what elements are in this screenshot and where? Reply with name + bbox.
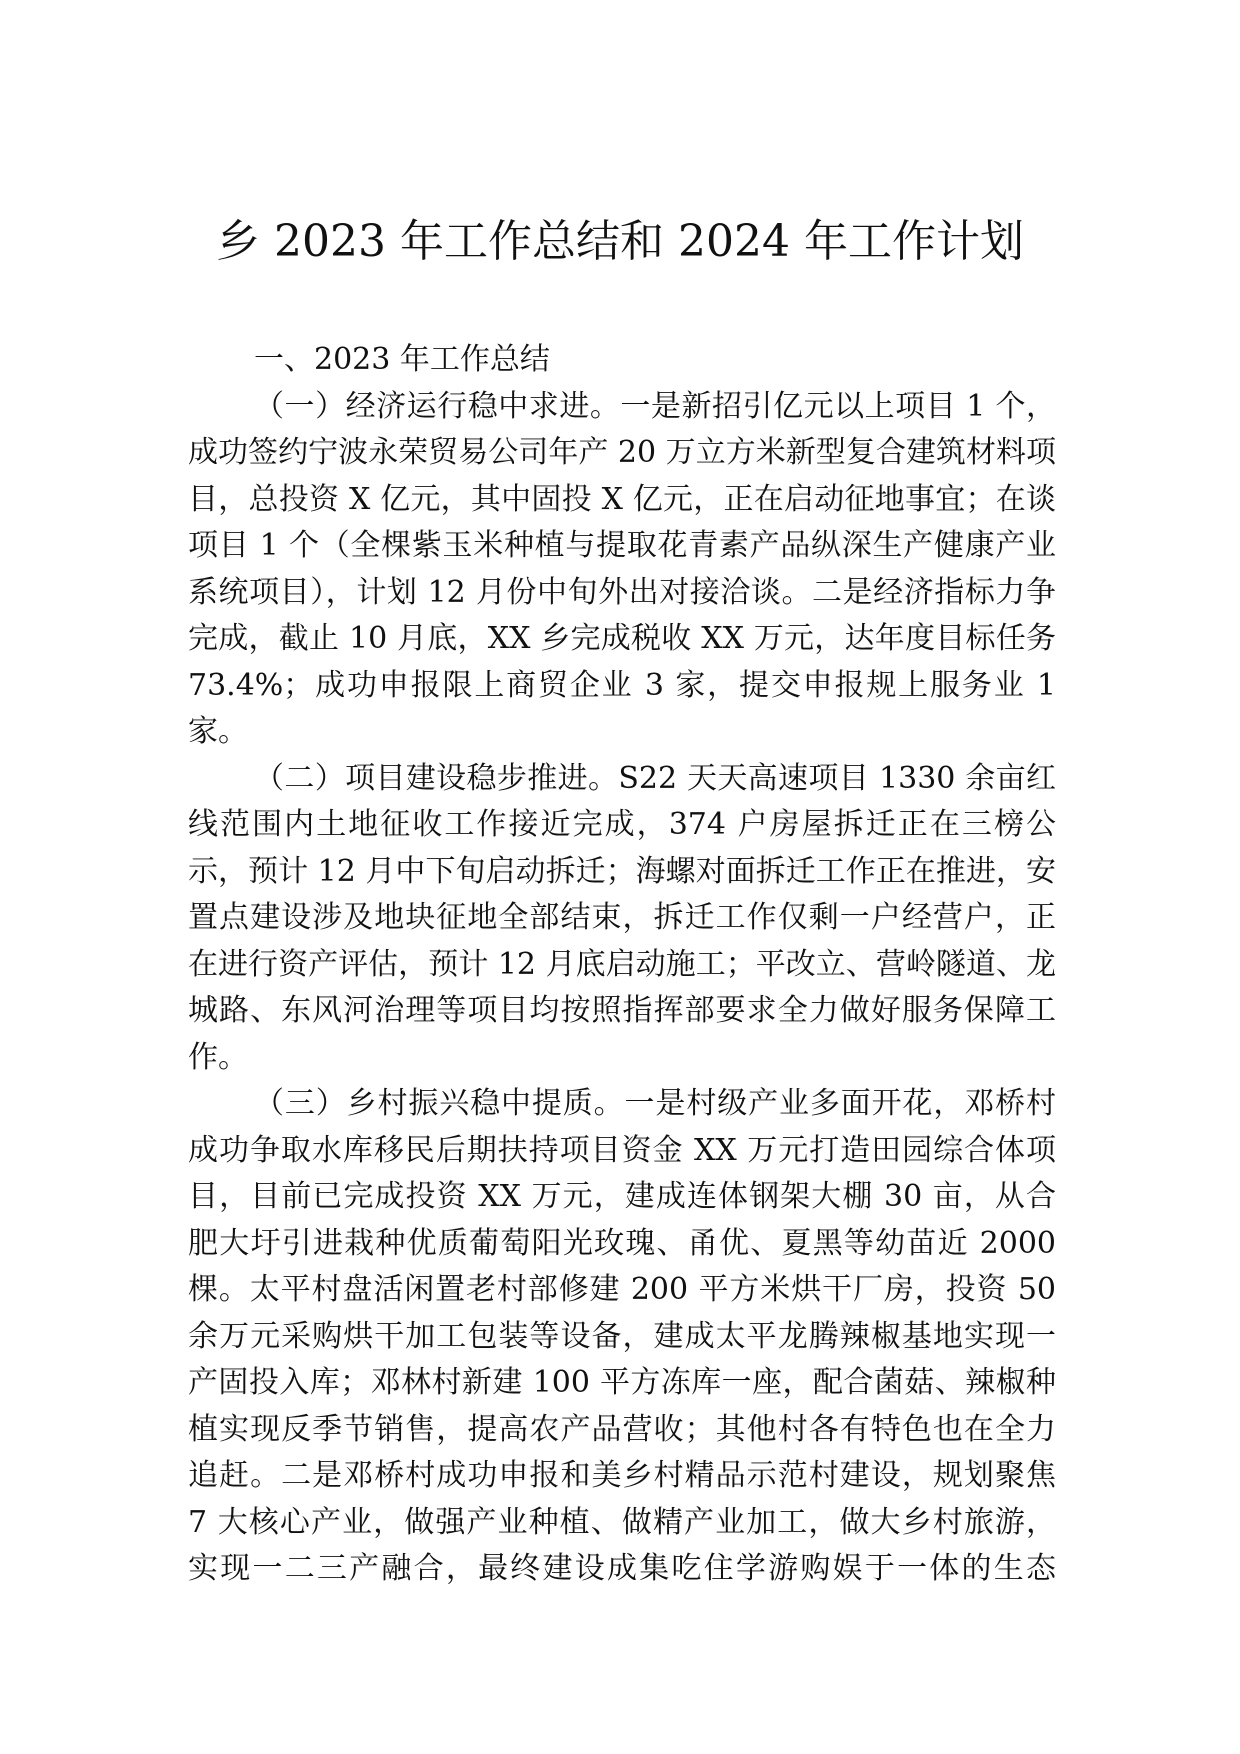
section-heading: 一、2023 年工作总结: [254, 342, 550, 377]
document-body: [188, 337, 1056, 1593]
paragraph-economy: （一）经济运行稳中求进。一是新招引亿元以上项目 1 个，成功签约宁波永荣贸易公司年产 20 万立方米新型复合建筑材料项目，总投资 X 亿元，其中固投 X 亿元，正在启动征地事宜；在谈项目 1 个（全棵紫玉米种植与提取花青素产品纵深生产健康产业系统项目），计划 12 月份中旬外出对接洽谈。二是经济指标力争完成，截止 10 月底，XX 乡完成税收 XX 万元，达年度目标任务 73.4%；成功申报限上商贸企业 3 家，提交申报规上服务业 1 家。: [188, 388, 1056, 749]
document-title: 乡 2023 年工作总结和 2024 年工作计划: [216, 216, 1024, 267]
paragraph-projects: （二）项目建设稳步推进。S22 天天高速项目 1330 余亩红线范围内土地征收工作接近完成，374 户房屋拆迁正在三榜公示，预计 12 月中下旬启动拆迁；海螺对面拆迁工作正在推进，安置点建设涉及地块征地全部结束，拆迁工作仅剩一户经营户，正在进行资产评估，预计 12 月底启动施工；平改立、营岭隧道、龙城路、东风河治理等项目均按照指挥部要求全力做好服务保障工作。: [188, 760, 1056, 1075]
paragraph-rural-revitalization: （三）乡村振兴稳中提质。一是村级产业多面开花，邓桥村成功争取水库移民后期扶持项目资金 XX 万元打造田园综合体项目，目前已完成投资 XX 万元，建成连体钢架大棚 30 亩，从合肥大圩引进栽种优质葡萄阳光玫瑰、甬优、夏黑等幼苗近 2000 棵。太平村盘活闲置老村部修建 200 平方米烘干厂房，投资 50 余万元采购烘干加工包装等设备，建成太平龙腾辣椒基地实现一产固投入库；邓林村新建 100 平方冻库一座，配合菌菇、辣椒种植实现反季节销售，提高农产品营收；其他村各有特色也在全力追赶。二是邓桥村成功申报和美乡村精品示范村建设，规划聚焦 7 大核心产业，做强产业种植、做精产业加工，做大乡村旅游，实现一二三产融合，最终建设成集吃住学游购娱于一体的生态: [188, 1086, 1056, 1586]
